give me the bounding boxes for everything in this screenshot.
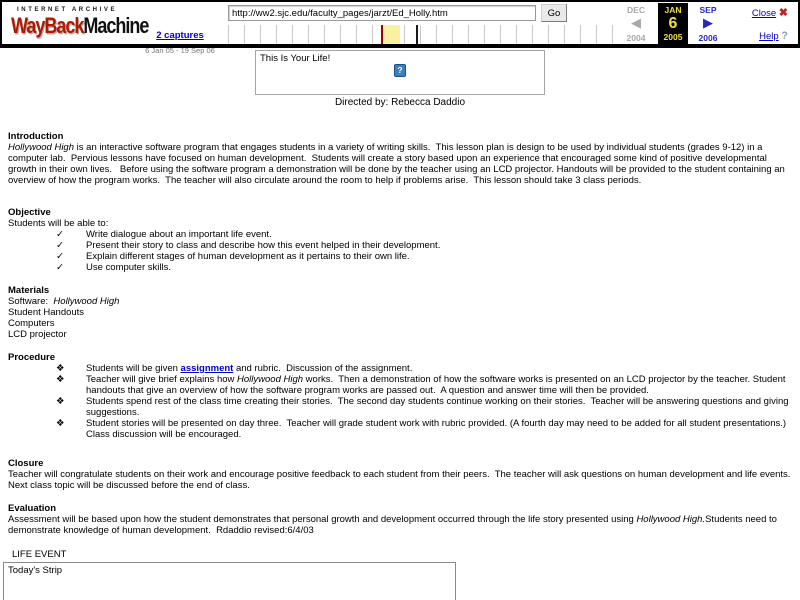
list-item [8,262,792,273]
procedure-heading: Procedure [8,352,55,363]
assignment-link[interactable]: assignment [180,363,234,374]
next-arrow-icon[interactable]: ▶ [703,15,713,30]
evaluation-text: Assessment will be based upon how the student demonstrates that personal growth and development occurred through the life story presented using [8,514,637,525]
procedure-text: Students will be given [86,363,181,374]
checkmark-icon: ✓ [56,240,64,251]
list-item [8,229,792,240]
closure-paragraph: Teacher will congratulate students on their work and encourage positive feedback to each student from their peers. The teacher will ask questions on human development and life events. Next class topic will be discussed before the end of class. [8,469,796,491]
broken-image-placeholder [255,50,545,95]
internet-archive-label: INTERNET ARCHIVE [17,7,118,13]
software-label: Software: [8,296,54,307]
procedure-item [86,374,792,396]
objective-item: Present their story to class and describe how this event helped in their development. [86,240,441,251]
prev-capture-nav [620,5,652,43]
checkmark-icon: ✓ [56,229,64,240]
introduction-paragraph [8,142,792,186]
section-closure [8,458,796,491]
captures-date-range: 6 Jan 05 - 19 Sep 06 [145,46,215,55]
list-item [8,251,792,262]
wayback-toolbar [0,0,800,55]
help-icon[interactable]: ? [781,30,788,42]
materials-item: LCD projector [8,329,67,340]
software-title: Hollywood High [237,374,304,385]
procedure-text: and rubric. Discussion of the assignment. [233,363,413,374]
materials-heading: Materials [8,285,50,296]
life-event-label: LIFE EVENT [12,549,67,560]
procedure-text: works. Then a demonstration of how the software works is presented on an LCD projector by the teacher. Student handouts that give an overview of how the software program works are passed out. A question and answer time will then be provided. [86,374,789,396]
section-materials [8,285,792,340]
objective-list [8,229,792,273]
toolbar-links [752,6,788,53]
current-month-label: JAN [664,5,682,15]
captures-block [120,25,240,55]
next-capture-nav[interactable] [692,5,724,43]
image-alt-text: This Is Your Life! [260,53,331,64]
current-capture-date-box [658,3,688,46]
close-icon[interactable]: ✖ [778,7,788,19]
next-month-label[interactable]: SEP [699,5,717,15]
procedure-item: Students spend rest of the class time creating their stories. The second day students continue working on their stories. Teacher will be answering questions and giving suggestions. [86,396,792,418]
lesson-plan-body [0,131,800,560]
software-title: Hollywood High. [636,514,706,525]
evaluation-paragraph [8,514,792,536]
checkmark-icon: ✓ [56,262,64,273]
list-item [8,374,792,396]
url-input[interactable] [228,5,536,21]
introduction-text: is an interactive software program that engages students in a variety of writing skills. This lesson plan is design to be used by individual students (grades 9-12) in a computer lab. Pervious lessons have focused on human development. Students will create a story based upon an experience that encouraged some kind of positive developmental growth in their own lives. Before using the software program a demonstration will be done by the teacher using an LCD projector. Handouts will be provided to the student containing an overview of how the program works. The teacher will also circulate around the room to help if problems arise. This lesson should take 3 class periods. [8,142,788,186]
introduction-heading: Introduction [8,131,64,142]
diamond-icon: ❖ [56,363,65,374]
list-item [8,418,792,440]
procedure-list [8,363,792,440]
strip-title: Today's Strip [8,565,63,576]
capture-marker-other[interactable] [416,25,418,44]
objective-lead: Students will be able to: [8,218,109,229]
materials-item: Student Handouts [8,307,85,318]
list-item [8,240,792,251]
next-year-label[interactable]: 2006 [698,33,718,43]
prev-arrow-icon: ◀ [631,15,641,30]
closure-heading: Closure [8,458,44,469]
capture-timeline[interactable] [228,25,624,44]
section-evaluation [8,503,792,536]
diamond-icon: ❖ [56,418,65,429]
captures-link[interactable]: 2 captures [156,30,204,41]
objective-item: Use computer skills. [86,262,171,273]
section-introduction [8,131,792,186]
timeline-highlight [383,25,400,44]
help-link[interactable]: Help [759,31,779,42]
go-button[interactable]: Go [541,4,567,22]
procedure-text: Teacher will give brief explains how [86,374,238,385]
section-life-event [8,549,792,560]
logo-wayback: WayBack [11,13,84,38]
software-title: Hollywood High [8,142,75,153]
objective-heading: Objective [8,207,51,218]
diamond-icon: ❖ [56,396,65,407]
diamond-icon: ❖ [56,374,65,385]
current-day-label: 6 [668,15,678,32]
checkmark-icon: ✓ [56,251,64,262]
directed-by-line: Directed by: Rebecca Daddio [334,97,466,108]
evaluation-heading: Evaluation [8,503,57,514]
list-item [8,363,792,374]
close-link[interactable]: Close [751,8,777,19]
materials-item: Computers [8,318,55,329]
broken-image-icon: ? [394,64,406,77]
procedure-item [86,363,792,374]
evaluation-text: Students need to demonstrate knowledge of human development. Rdaddio revised:6/4/03 [8,514,780,536]
logo-machine: Machine [83,13,149,38]
objective-item: Write dialogue about an important life event. [86,229,272,240]
section-objective [8,207,792,273]
procedure-item: Student stories will be presented on day three. Teacher will grade student work with rubric provided. (A fourth day may need to be added for all student presentations.) Class discussion will be encouraged. [86,418,789,440]
timeline-ticks [228,25,624,44]
materials-software [8,296,792,307]
section-procedure [8,352,792,440]
objective-item: Explain different stages of human development as it pertains to their own life. [86,251,410,262]
life-event-strip-box [3,562,456,600]
current-year-label: 2005 [663,32,683,42]
prev-year-label: 2004 [626,33,646,43]
software-title: Hollywood High [53,296,120,307]
prev-month-label: DEC [627,5,645,15]
list-item [8,396,792,418]
capture-marker-current[interactable] [381,25,383,44]
